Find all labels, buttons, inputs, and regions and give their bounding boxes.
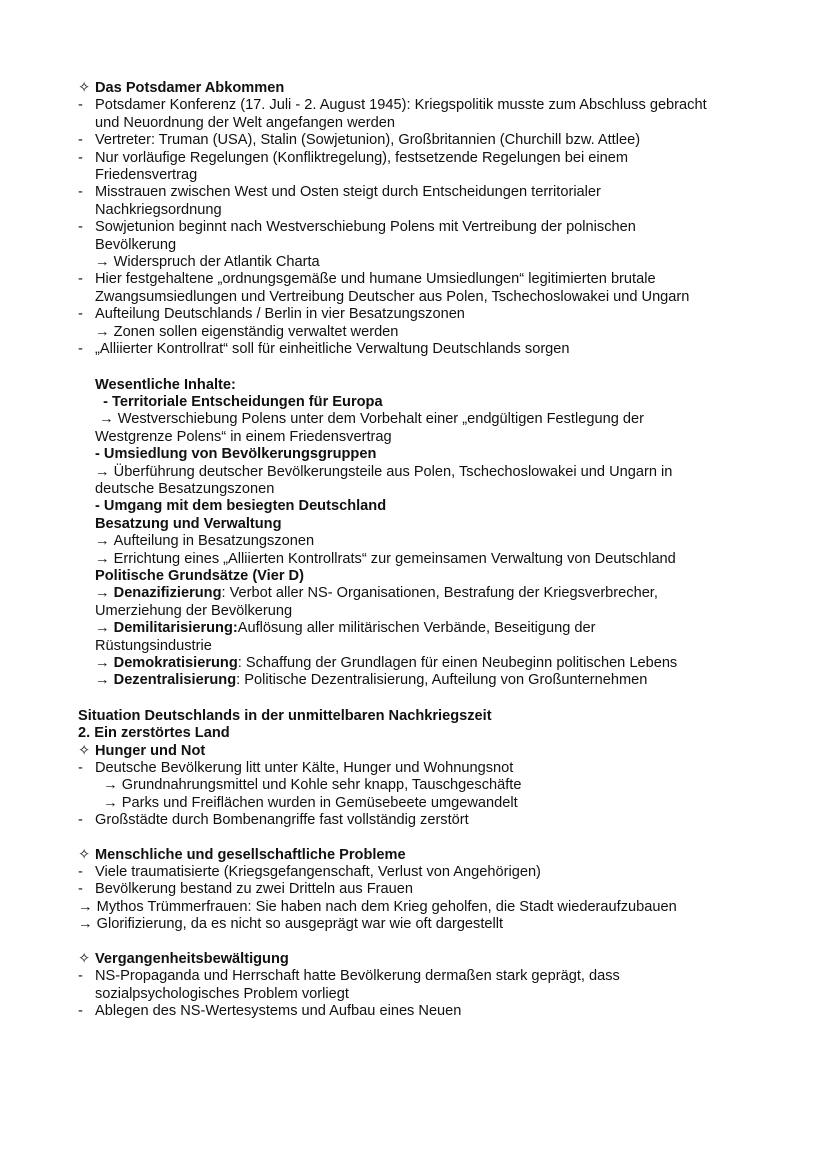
arrow-subitem: → Errichtung eines „Alliierten Kontrollrats“ zur gemeinsamen Verwaltung von Deutschland xyxy=(95,550,676,567)
topic-heading-past: ✧ Vergangenheitsbewältigung xyxy=(78,950,289,967)
arrow-icon: → xyxy=(95,463,110,480)
four-d-item: → Demokratisierung : Schaffung der Grundlagen für einen Neubeginn politischen Lebens xyxy=(95,655,678,671)
list-item: - Viele traumatisierte (Kriegsgefangenschaft, Verlust von Angehörigen) xyxy=(78,864,541,881)
arrow-subitem: → Widerspruch der Atlantik Charta xyxy=(95,254,320,271)
subheading-destroyed-country: 2. Ein zerstörtes Land xyxy=(78,725,230,742)
four-d-continuation: Umerziehung der Bevölkerung xyxy=(95,602,293,619)
arrow-icon: → xyxy=(78,916,93,933)
arrow-icon: → xyxy=(99,411,114,428)
arrow-subitem: → Überführung deutscher Bevölkerungsteile aus Polen, Tschechoslowakei und Ungarn in xyxy=(95,463,673,480)
list-item-continuation: Zwangsumsiedlungen und Vertreibung Deutscher aus Polen, Tschechoslowakei und Ungarn xyxy=(95,288,690,305)
section-heading-potsdam: ✧ Das Potsdamer Abkommen xyxy=(78,80,285,96)
arrow-icon: → xyxy=(95,585,110,602)
dash-bullet: - xyxy=(78,968,83,985)
list-item: - Vertreter: Truman (USA), Stalin (Sowjetunion), Großbritannien (Churchill bzw. Attlee) xyxy=(78,132,641,149)
arrow-item: → Mythos Trümmerfrauen: Sie haben nach dem Krieg geholfen, die Stadt wiederaufzubauen xyxy=(78,898,677,915)
dash-bullet: - xyxy=(78,881,83,898)
list-item-continuation: Bevölkerung xyxy=(95,236,177,253)
dash-bullet: - xyxy=(78,132,83,149)
arrow-icon: → xyxy=(103,794,118,811)
dash-bullet: - xyxy=(78,184,83,201)
section-heading-contents: Wesentliche Inhalte: xyxy=(95,376,236,393)
list-item: - Bevölkerung bestand zu zwei Dritteln aus Frauen xyxy=(78,881,413,898)
dash-bullet: - xyxy=(78,271,83,288)
subheading-principles: Politische Grundsätze (Vier D) xyxy=(95,567,304,584)
topic-heading-hunger: ✧ Hunger und Not xyxy=(78,742,206,759)
arrow-subitem: → Westverschiebung Polens unter dem Vorbehalt einer „endgültigen Festlegung der xyxy=(99,411,644,428)
list-item: - Potsdamer Konferenz (17. Juli - 2. August 1945): Kriegspolitik musste zum Abschluss gebracht xyxy=(78,97,707,114)
dash-bullet: - xyxy=(78,341,83,358)
dash-bullet: - xyxy=(78,1002,83,1019)
diamond-icon: ✧ xyxy=(78,80,91,96)
arrow-subitem: → Parks und Freiflächen wurden in Gemüsebeete umgewandelt xyxy=(103,794,518,811)
subheading-territorial: - Territoriale Entscheidungen für Europa xyxy=(103,393,383,410)
list-item: - Hier festgehaltene „ordnungsgemäße und humane Umsiedlungen“ legitimierten brutale xyxy=(78,271,656,288)
arrow-icon: → xyxy=(95,672,110,689)
arrow-subitem: → Aufteilung in Besatzungszonen xyxy=(95,533,315,550)
subheading-defeated-germany: - Umgang mit dem besiegten Deutschland xyxy=(95,498,387,515)
section-heading-situation: Situation Deutschlands in der unmittelbaren Nachkriegszeit xyxy=(78,707,492,724)
list-item-continuation: Nachkriegsordnung xyxy=(95,201,222,218)
four-d-item: → Denazifizierung : Verbot aller NS- Organisationen, Bestrafung der Kriegsverbrecher, xyxy=(95,585,658,602)
dash-bullet: - xyxy=(78,306,83,323)
list-item: - Ablegen des NS-Wertesystems und Aufbau eines Neuen xyxy=(78,1002,462,1019)
dash-bullet: - xyxy=(78,864,83,881)
arrow-icon: → xyxy=(95,323,110,340)
arrow-icon: → xyxy=(103,777,118,794)
list-item: - Sowjetunion beginnt nach Westverschiebung Polens mit Vertreibung der polnischen xyxy=(78,219,636,236)
diamond-icon: ✧ xyxy=(78,846,91,863)
arrow-icon: → xyxy=(95,620,110,637)
list-item: - Großstädte durch Bombenangriffe fast vollständig zerstört xyxy=(78,812,469,829)
four-d-continuation: Rüstungsindustrie xyxy=(95,637,212,654)
list-item: - Nur vorläufige Regelungen (Konfliktregelung), festsetzende Regelungen bei einem xyxy=(78,149,629,166)
arrow-icon: → xyxy=(95,533,110,550)
list-item: - Aufteilung Deutschlands / Berlin in vier Besatzungszonen xyxy=(78,306,465,323)
list-item: - „Alliierter Kontrollrat“ soll für einheitliche Verwaltung Deutschlands sorgen xyxy=(78,341,570,358)
arrow-icon: → xyxy=(78,898,93,915)
list-item-continuation: sozialpsychologisches Problem vorliegt xyxy=(95,985,349,1002)
arrow-subitem: → Grundnahrungsmittel und Kohle sehr knapp, Tauschgeschäfte xyxy=(103,777,522,794)
arrow-icon: → xyxy=(95,254,110,271)
dash-bullet: - xyxy=(78,812,83,829)
four-d-item: → Demilitarisierung: Auflösung aller militärischen Verbände, Beseitigung der xyxy=(95,620,596,637)
arrow-item: → Glorifizierung, da es nicht so ausgeprägt war wie oft dargestellt xyxy=(78,916,504,933)
list-item: - NS-Propaganda und Herrschaft hatte Bevölkerung dermaßen stark geprägt, dass xyxy=(78,968,620,985)
dash-bullet: - xyxy=(78,97,83,114)
subheading-resettlement: - Umsiedlung von Bevölkerungsgruppen xyxy=(95,446,377,463)
dash-bullet: - xyxy=(78,760,83,777)
list-item: - Misstrauen zwischen West und Osten steigt durch Entscheidungen territorialer xyxy=(78,184,601,201)
subheading-occupation: Besatzung und Verwaltung xyxy=(95,515,282,532)
diamond-icon: ✧ xyxy=(78,950,91,967)
dash-bullet: - xyxy=(78,149,83,166)
diamond-icon: ✧ xyxy=(78,742,91,759)
topic-heading-social-problems: ✧ Menschliche und gesellschaftliche Probleme xyxy=(78,846,406,863)
arrow-continuation: Westgrenze Polens“ in einem Friedensvertrag xyxy=(95,428,392,445)
list-item: - Deutsche Bevölkerung litt unter Kälte, Hunger und Wohnungsnot xyxy=(78,760,514,777)
arrow-icon: → xyxy=(95,655,110,671)
dash-bullet: - xyxy=(78,219,83,236)
arrow-subitem: → Zonen sollen eigenständig verwaltet werden xyxy=(95,323,399,340)
arrow-continuation: deutsche Besatzungszonen xyxy=(95,480,275,497)
document-body xyxy=(78,80,758,1020)
arrow-icon: → xyxy=(95,550,110,567)
four-d-item: → Dezentralisierung : Politische Dezentralisierung, Aufteilung von Großunternehmen xyxy=(95,672,648,689)
list-item-continuation: und Neuordnung der Welt angefangen werden xyxy=(95,114,395,131)
list-item-continuation: Friedensvertrag xyxy=(95,167,198,184)
